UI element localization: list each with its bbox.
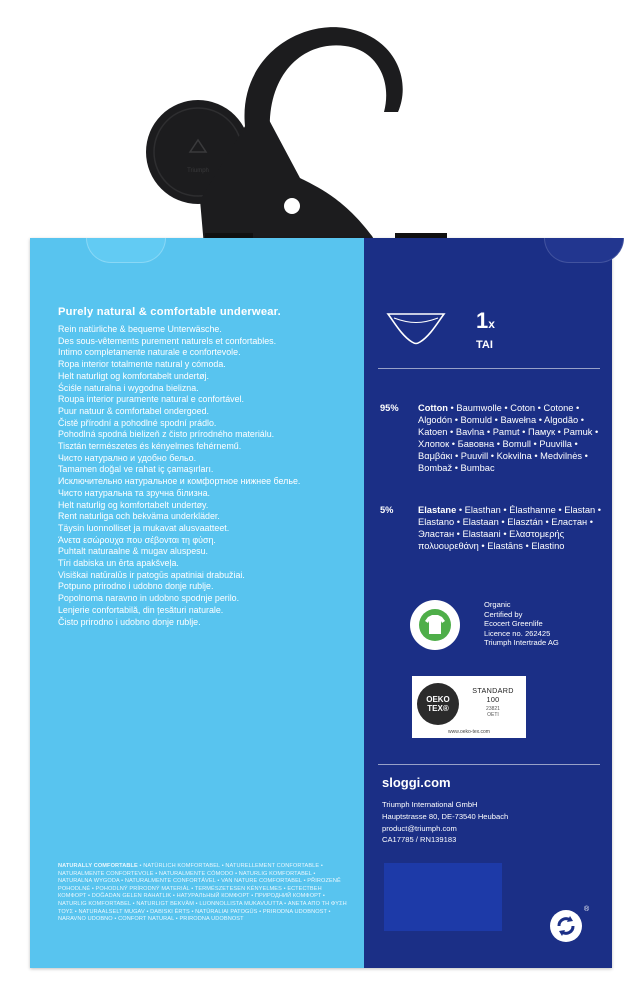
cert-line: Ecocert Greenlife	[484, 619, 543, 629]
slogan: Purely natural & comfortable underwear.	[58, 306, 281, 318]
right-panel	[364, 238, 612, 968]
brand-website: sloggi.com	[382, 775, 451, 790]
oeko-url: www.oeko-tex.com	[448, 729, 490, 735]
divider	[378, 764, 600, 765]
slogan-translation: Lenjerie confortabilă, din țesături naturale.	[58, 604, 224, 615]
address-line: Triumph International GmbH	[382, 800, 478, 809]
recycle-icon	[550, 910, 582, 942]
slogan-translation: Helt naturlig og komfortabelt undertøy.	[58, 499, 209, 510]
composition-fibre: Cotton	[418, 403, 448, 413]
slogan-translation: Исключительно натуральное и комфортное нижнее белье.	[58, 476, 301, 487]
address-line: Hauptstrasse 80, DE-73540 Heubach	[382, 811, 509, 821]
slogan-translations	[58, 324, 358, 628]
slogan-translation: Intimo completamente naturale e confortevole.	[58, 347, 241, 358]
slogan-translation: Ściśle naturalna i wygodna bielizna.	[58, 382, 199, 393]
oeko-tex-label	[412, 676, 526, 738]
composition-elastane	[380, 504, 610, 552]
shirt-icon	[410, 600, 460, 650]
address-line: product@triumph.com	[382, 823, 457, 833]
gots-logo	[410, 600, 460, 650]
quantity-suffix: x	[488, 317, 495, 331]
brief-icon	[386, 308, 446, 348]
slogan-translation: Popolnoma naravno in udobno spodnje perilo.	[58, 593, 240, 604]
slogan-translation: Täysin luonnolliset ja mukavat alusvaatteet.	[58, 522, 230, 533]
small-print	[58, 863, 348, 924]
hanger-embossed-text: Triumph	[187, 168, 209, 174]
slogan-translation: Des sous-vêtements purement naturels et confortables.	[58, 335, 277, 346]
composition-fibre: Elastane	[418, 505, 457, 515]
oeko-standard-number: 100	[486, 695, 500, 704]
cert-line: Triumph Intertrade AG	[484, 638, 559, 648]
slogan-translation: Tisztán természetes és kényelmes fehérnemű.	[58, 441, 242, 452]
underwear-package	[30, 238, 612, 968]
slogan-translation: Άνετα εσώρουχα που σέβονται τη φύση.	[58, 534, 216, 545]
slogan-translation: Чисто натурално и удобно бельо.	[58, 452, 197, 463]
divider	[378, 368, 600, 369]
cert-line: Certified by	[484, 609, 523, 619]
composition-translations: • Baumwolle • Coton • Cotone • Algodón • Bomuld • Bawełna • Algodão • Katoen • Bavlna • Pamut • Памук • Pamuk • Хлопок • Бавовна • Bomull • Puuvilla • Βαμβάκι • Puuvill • Kokvilna • Medvilnės • Bombaž • Bumbac	[418, 403, 599, 474]
left-panel	[30, 238, 364, 968]
address-line: CA17785 / RN139183	[382, 835, 457, 845]
slogan-translation: Ropa interior totalmente natural y cómoda.	[58, 359, 226, 370]
slogan-translation: Pohodlná spodná bielizeň z čisto prírodného materiálu.	[58, 429, 275, 440]
composition-translations: • Elasthan • Élasthanne • Elastan • Elastano • Elastaan • Elasztán • Еластан • Эластан • Elastaani • Ελαστομερής πολυουρεθάνη • Elastāns • Elastino	[418, 505, 602, 552]
small-print-text: • NATÜRLICH KOMFORTABEL • NATURELLEMENT CONFORTABLE • NATURALMENTE CONFORTEVOLE • NATURALMENTE CÓMODO • NATURLIG KOMFORTABEL • NATURALNA WYGODA • NATURALMENTE CONFORTÁVEL • VAN NATURE COMFORTABEL • PŘIROZENĚ POHODLNÉ • POHODLNÝ PRÍRODNÝ MATERIÁL • TERMÉSZETESEN KÉNYELMES • ЕСТЕСТВЕН КОМФОРТ • DOĞADAN GELEN RAHATLIK • НАТУРАЛЬНЫЙ КОМФОРТ • ПРИРОДНИЙ КОМФОРТ • NATURLIG KOMFORTABEL • NATURLIGT BEKVÄM • LUONNOLLISTA MUKAVUUTTA • ΑΝΕΤΑ ΑΠΟ ΤΗ ΦΥΣΗ ΤΟΥΣ • NATURAALSELT MUGAV • DABISKI ĒRTS • NATŪRALIAI PATOGŪS • PRIRODNA UDOBNOST • NARAVNO UDOBNO • CONFORT NATURAL • PRIRODNA UDOBNOST	[58, 863, 347, 923]
slogan-translation: Puhtalt naturaalne & mugav aluspesu.	[58, 546, 208, 557]
quantity-value: 1	[476, 308, 489, 333]
slogan-translation: Rein natürliche & bequeme Unterwäsche.	[58, 324, 222, 334]
slogan-translation: Tīri dabiska un ērta apakšveļa.	[58, 558, 179, 569]
small-print-lead: NATURALLY COMFORTABLE	[58, 863, 138, 869]
oeko-tex-logo: OEKO TEX®	[417, 683, 459, 725]
hang-tab-notch	[86, 238, 166, 263]
composition-percent: 95%	[380, 403, 399, 413]
size-label: TAI	[476, 339, 493, 351]
oeko-code-number: 23821	[486, 706, 500, 712]
hang-tab-notch-right	[544, 238, 624, 263]
quantity	[476, 308, 495, 334]
oeko-institute: OETI	[487, 712, 499, 718]
composition-percent: 5%	[380, 505, 394, 515]
oeko-code	[464, 706, 522, 718]
slogan-translation: Tamamen doğal ve rahat iç çamaşırları.	[58, 464, 214, 475]
cert-line: Organic	[484, 600, 511, 609]
barcode-area	[384, 863, 502, 931]
slogan-translation: Чисто натуральна та зручна білизна.	[58, 487, 210, 498]
plastic-hanger	[0, 0, 644, 250]
slogan-translation: Čisto prirodno i udobno donje rublje.	[58, 616, 201, 627]
slogan-translation: Puur natuur & comfortabel ondergoed.	[58, 405, 209, 416]
organic-certification	[484, 600, 559, 648]
composition-cotton	[380, 402, 610, 475]
slogan-translation: Čistě přírodní a pohodlné spodní prádlo.	[58, 417, 217, 428]
slogan-translation: Visiškai natūralūs ir patogūs apatiniai drabužiai.	[58, 569, 245, 580]
oeko-standard-text: STANDARD	[472, 686, 514, 695]
slogan-translation: Potpuno prirodno i udobno donje rublje.	[58, 581, 214, 592]
slogan-translation: Rent naturliga och bekväma underkläder.	[58, 511, 220, 522]
registered-mark: ®	[584, 906, 590, 913]
slogan-translation: Roupa interior puramente natural e confortável.	[58, 394, 244, 405]
slogan-translation: Helt naturligt og komfortabelt undertøj.	[58, 370, 209, 381]
manufacturer-address	[382, 799, 508, 846]
cert-line: Licence no. 262425	[484, 628, 551, 638]
oeko-standard	[464, 686, 522, 704]
